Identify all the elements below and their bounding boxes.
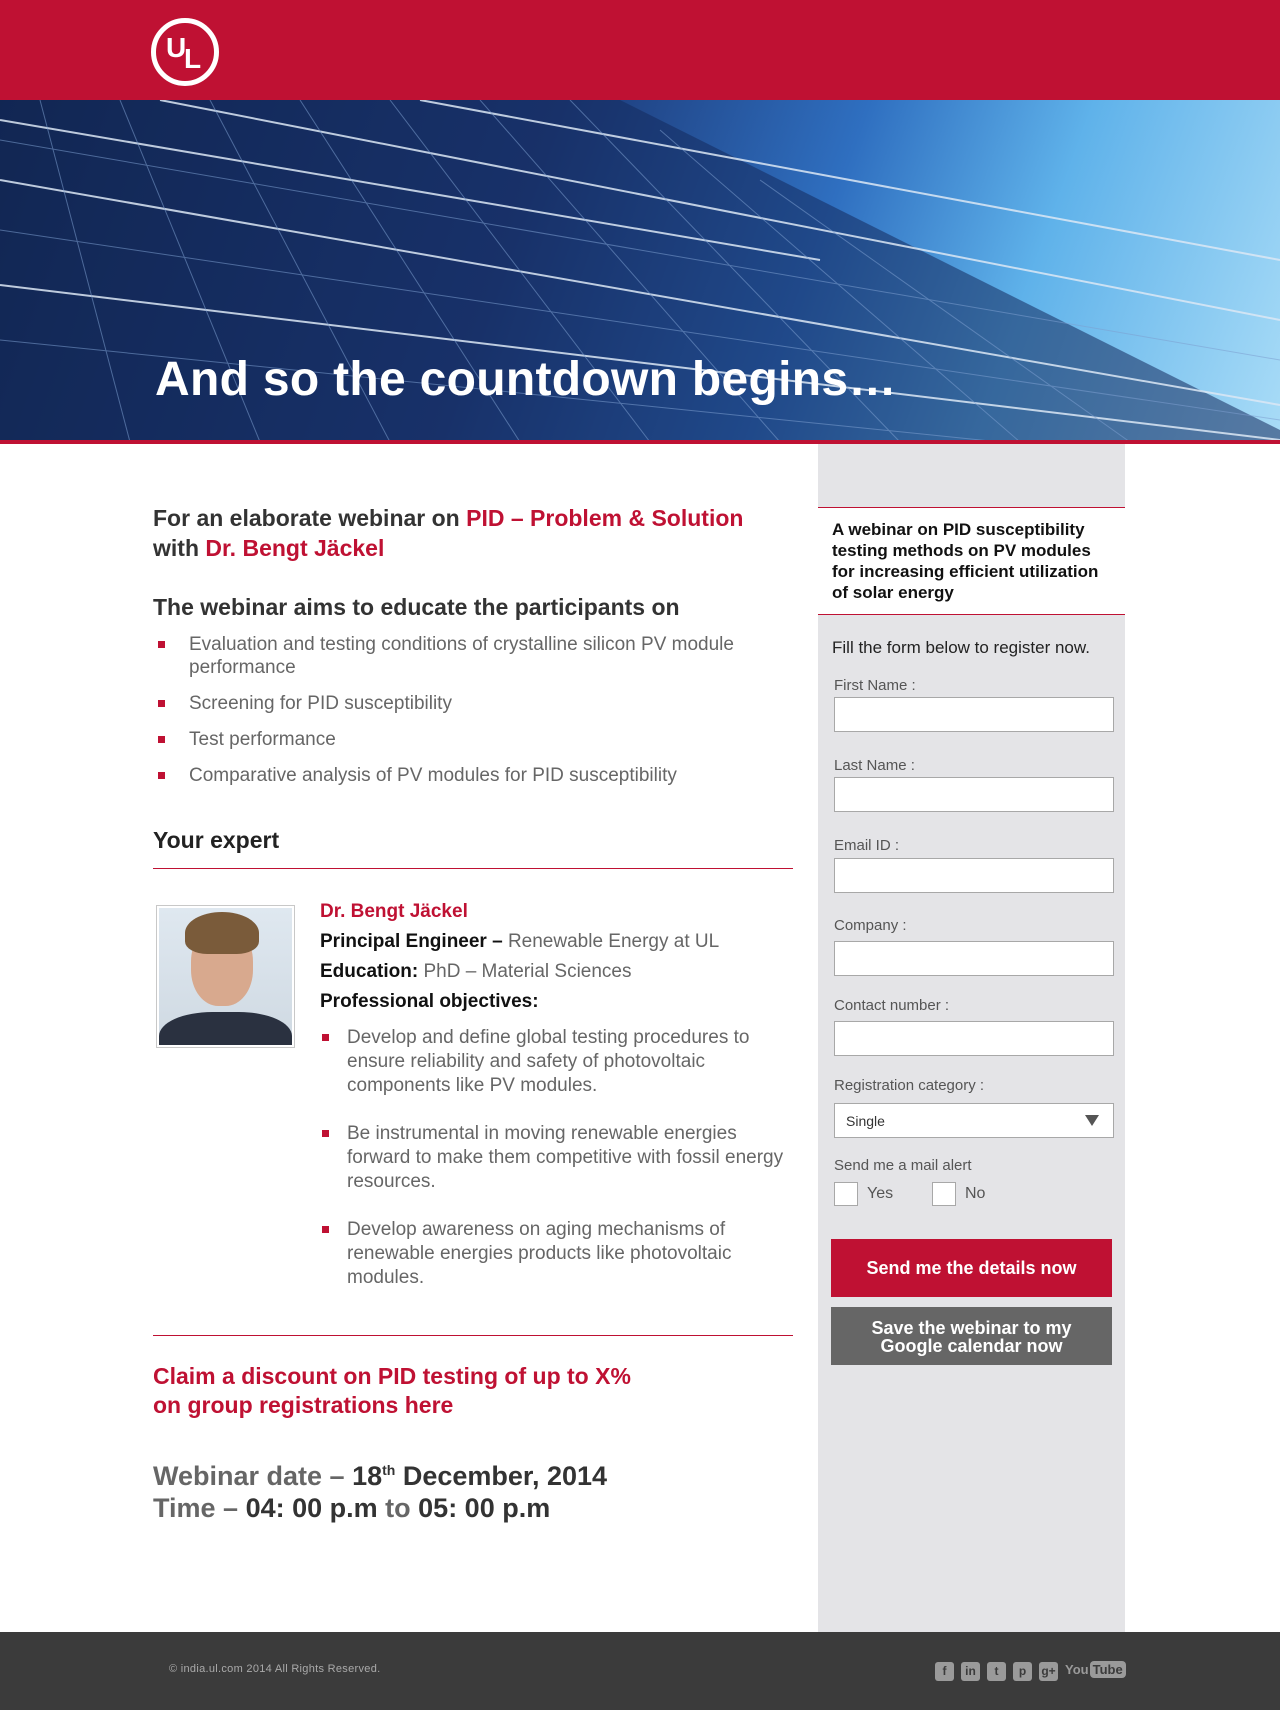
googleplus-icon[interactable]: g+ — [1039, 1662, 1058, 1681]
list-item-text: Test performance — [189, 729, 336, 750]
yes-checkbox[interactable] — [834, 1182, 858, 1206]
expert-photo — [156, 905, 295, 1048]
intro-text-2: with — [153, 535, 206, 561]
first-name-label: First Name : — [834, 677, 916, 694]
twitter-icon[interactable]: t — [987, 1662, 1006, 1681]
registration-category-select[interactable] — [834, 1103, 1114, 1138]
registration-category-label: Registration category : — [834, 1077, 985, 1094]
education-label: Education: — [320, 961, 419, 982]
contact-number-field[interactable] — [834, 1021, 1114, 1056]
youtube-text-b: Tube — [1090, 1661, 1126, 1678]
list-item-text: Screening for PID susceptibility — [189, 693, 452, 714]
expert-education — [320, 961, 790, 983]
company-field[interactable] — [834, 941, 1114, 976]
expert-role — [320, 931, 790, 953]
list-item-text: Comparative analysis of PV modules for PID susceptibility — [189, 765, 677, 786]
category-selected-value: Single — [846, 1113, 885, 1129]
contact-number-label: Contact number : — [834, 997, 950, 1014]
discount-link[interactable] — [153, 1362, 793, 1420]
pinterest-icon[interactable]: p — [1013, 1662, 1032, 1681]
hero-banner — [0, 100, 1280, 442]
email-label: Email ID : — [834, 837, 900, 854]
list-item — [153, 728, 793, 751]
time-end: 05: 00 p.m — [418, 1493, 551, 1523]
role-label: Principal Engineer – — [320, 931, 503, 952]
bullet-icon — [158, 641, 165, 648]
no-label: No — [965, 1185, 986, 1202]
webinar-schedule — [153, 1454, 793, 1524]
list-item-text: Be instrumental in moving renewable energies forward to make them competitive with fossil energy resources. — [347, 1123, 784, 1192]
objectives-heading: Professional objectives: — [320, 991, 539, 1012]
save-calendar-button[interactable] — [831, 1307, 1112, 1365]
list-item — [320, 1122, 790, 1194]
role-value: Renewable Energy at UL — [507, 931, 720, 952]
list-item-text: Evaluation and testing conditions of crystalline silicon PV module performance — [189, 634, 734, 678]
company-label: Company : — [834, 917, 907, 934]
list-item-text: Develop awareness on aging mechanisms of renewable energies products like photovoltaic modules. — [347, 1219, 732, 1288]
time-label: Time – — [153, 1493, 239, 1523]
time-start: 04: 00 p.m — [245, 1493, 378, 1523]
mail-alert-label: Send me a mail alert — [834, 1157, 972, 1174]
last-name-label: Last Name : — [834, 757, 915, 774]
bullet-icon — [158, 700, 165, 707]
expert-heading: Your expert — [153, 827, 280, 853]
no-checkbox[interactable] — [932, 1182, 956, 1206]
expert-section — [153, 869, 793, 1335]
discount-line-1: Claim a discount on PID testing of up to X% — [153, 1363, 631, 1389]
list-item — [153, 764, 793, 787]
date-day: 18 — [352, 1461, 383, 1491]
send-details-button[interactable]: Send me the details now — [831, 1239, 1112, 1297]
discount-line-2: on group registrations here — [153, 1392, 454, 1418]
facebook-icon[interactable]: f — [935, 1662, 954, 1681]
hero-title: And so the countdown begins… — [155, 353, 897, 406]
form-instructions: Fill the form below to register now. — [832, 638, 1090, 657]
webinar-summary: A webinar on PID susceptibility testing methods on PV modules for increasing efficient utilization of solar energy — [818, 507, 1125, 615]
last-name-field[interactable] — [834, 777, 1114, 812]
youtube-icon[interactable] — [1065, 1662, 1126, 1681]
intro-text-1: For an elaborate webinar on — [153, 505, 467, 531]
time-to: to — [385, 1493, 411, 1523]
logo-letter-u: U — [166, 32, 187, 63]
copyright-text: © india.ul.com 2014 All Rights Reserved. — [169, 1663, 381, 1675]
calendar-button-line-1: Save the webinar to my — [871, 1318, 1072, 1338]
registration-sidebar — [818, 444, 1125, 1632]
expert-divider-bottom — [153, 1335, 793, 1336]
footer — [0, 1632, 1280, 1710]
ul-logo[interactable] — [151, 18, 219, 86]
aims-heading: The webinar aims to educate the participants on — [153, 594, 680, 620]
top-header-bar — [0, 0, 1280, 100]
expert-info — [320, 901, 790, 1314]
list-item — [153, 633, 793, 679]
main-content — [153, 444, 793, 1524]
youtube-text-a: You — [1065, 1662, 1089, 1677]
aims-list — [153, 633, 793, 787]
first-name-field[interactable] — [834, 697, 1114, 732]
bullet-icon — [322, 1226, 329, 1233]
list-item — [153, 692, 793, 715]
date-label: Webinar date – — [153, 1461, 345, 1491]
bullet-icon — [322, 1034, 329, 1041]
email-field[interactable] — [834, 858, 1114, 893]
list-item-text: Develop and define global testing procedures to ensure reliability and safety of photovoltaic components like PV modules. — [347, 1027, 750, 1096]
bullet-icon — [158, 772, 165, 779]
list-item — [320, 1218, 790, 1290]
intro-expert-name: Dr. Bengt Jäckel — [205, 535, 385, 561]
education-value: PhD – Material Sciences — [423, 961, 632, 982]
intro-heading — [153, 503, 793, 563]
expert-name: Dr. Bengt Jäckel — [320, 901, 468, 922]
date-rest: December, 2014 — [402, 1461, 608, 1491]
date-suffix: th — [382, 1462, 396, 1478]
bullet-icon — [158, 736, 165, 743]
dropdown-arrow-icon — [1085, 1115, 1099, 1126]
list-item — [320, 1026, 790, 1098]
intro-topic: PID – Problem & Solution — [466, 505, 744, 531]
linkedin-icon[interactable]: in — [961, 1662, 980, 1681]
objectives-list — [320, 1026, 790, 1290]
yes-label: Yes — [867, 1185, 894, 1202]
logo-letter-l: L — [184, 43, 202, 74]
calendar-button-line-2: Google calendar now — [880, 1336, 1063, 1356]
bullet-icon — [322, 1130, 329, 1137]
